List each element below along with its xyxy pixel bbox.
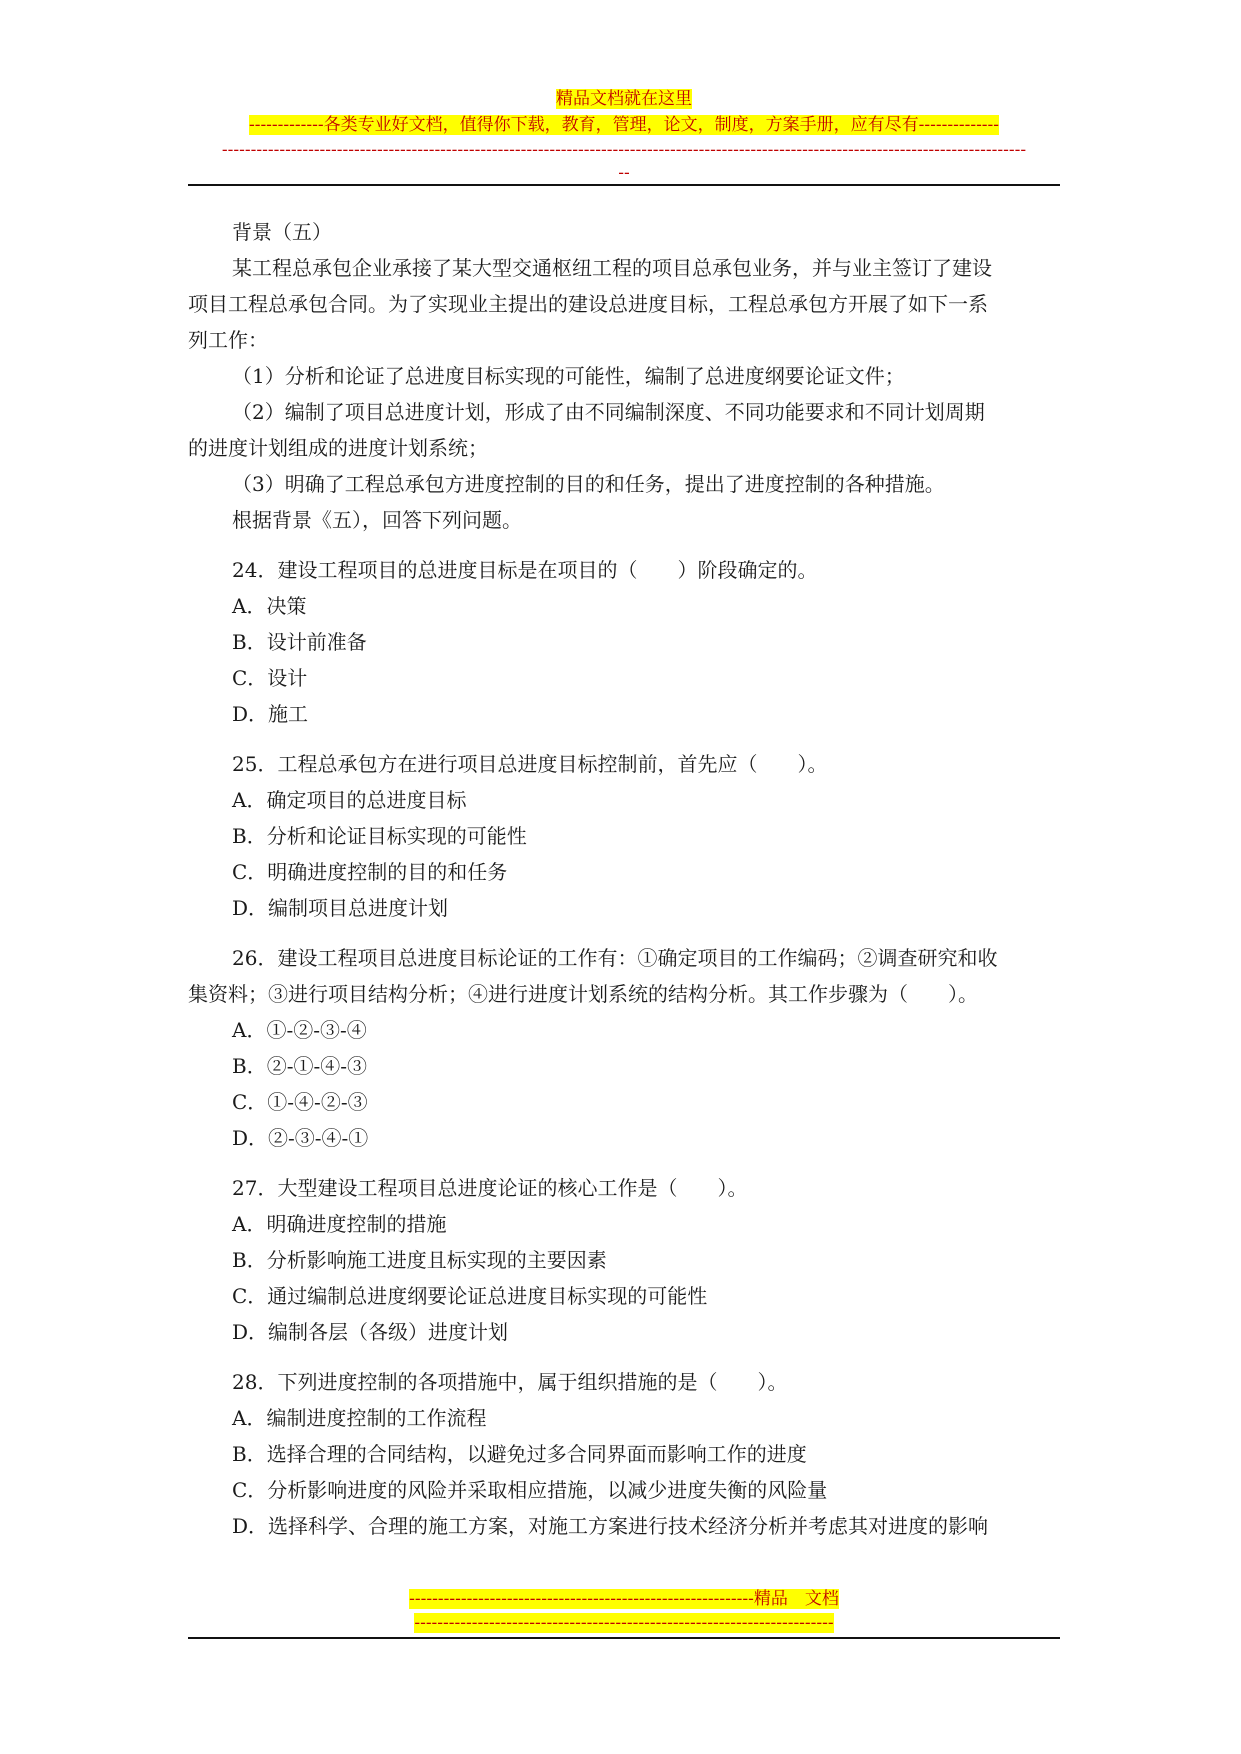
answer-option: A．决策: [232, 594, 307, 618]
background-item-3: （3）明确了工程总承包方进度控制的目的和任务，提出了进度控制的各种措施。: [232, 472, 945, 496]
answer-option: B．设计前准备: [232, 630, 367, 654]
answer-option: B．分析影响施工进度且标实现的主要因素: [232, 1248, 607, 1272]
answer-option: C．通过编制总进度纲要论证总进度目标实现的可能性: [232, 1284, 708, 1308]
question-stem-cont: 集资料；③进行项目结构分析；④进行进度计划系统的结构分析。其工作步骤为（ ）。: [188, 982, 978, 1006]
question-27: [188, 1170, 1060, 1350]
answer-option: A．确定项目的总进度目标: [232, 788, 467, 812]
question-stem: 28．下列进度控制的各项措施中，属于组织措施的是（ ）。: [232, 1370, 788, 1394]
background-heading: 背景（五）: [232, 220, 332, 244]
answer-option: C．明确进度控制的目的和任务: [232, 860, 508, 884]
header-title: 精品文档就在这里: [556, 89, 692, 109]
question-stem: 26．建设工程项目总进度目标论证的工作有：①确定项目的工作编码；②调查研究和收: [232, 946, 998, 970]
question-25: [188, 746, 1060, 926]
answer-option: D．编制各层（各级）进度计划: [232, 1320, 509, 1344]
background-item-2-cont: 的进度计划组成的进度计划系统；: [188, 436, 488, 460]
header-divider: [188, 184, 1060, 186]
question-28: [188, 1364, 1060, 1544]
answer-option: A．①-②-③-④: [232, 1018, 367, 1042]
footer-divider: [188, 1637, 1060, 1639]
answer-option: C．分析影响进度的风险并采取相应措施，以减少进度失衡的风险量: [232, 1478, 828, 1502]
answer-option: B．选择合理的合同结构，以避免过多合同界面而影响工作的进度: [232, 1442, 807, 1466]
background-item-1: （1）分析和论证了总进度目标实现的可能性，编制了总进度纲要论证文件；: [232, 364, 905, 388]
answer-option: D．选择科学、合理的施工方案，对施工方案进行技术经济分析并考虑其对进度的影响: [232, 1514, 989, 1538]
question-stem: 24．建设工程项目的总进度目标是在项目的（ ）阶段确定的。: [232, 558, 818, 582]
question-stem: 25．工程总承包方在进行项目总进度目标控制前，首先应（ ）。: [232, 752, 828, 776]
background-para-line: 某工程总承包企业承接了某大型交通枢纽工程的项目总承包业务，并与业主签订了建设: [232, 256, 992, 280]
footer-line-2: -------------------------------------------------------------------------: [414, 1613, 834, 1633]
background-prompt: 根据背景《五），回答下列问题。: [232, 508, 522, 532]
header-dash-tail: --: [618, 163, 630, 183]
background-para-line: 列工作：: [188, 328, 268, 352]
question-26: [188, 940, 1060, 1156]
answer-option: D．施工: [232, 702, 309, 726]
footer-line-1: ------------------------------------------------------------精品 文档: [409, 1589, 839, 1609]
background-para-line: 项目工程总承包合同。为了实现业主提出的建设总进度目标，工程总承包方开展了如下一系: [188, 292, 988, 316]
document-body: [188, 214, 1060, 1544]
question-stem: 27．大型建设工程项目总进度论证的核心工作是（ ）。: [232, 1176, 748, 1200]
answer-option: C．①-④-②-③: [232, 1090, 368, 1114]
background-item-2: （2）编制了项目总进度计划，形成了由不同编制深度、不同功能要求和不同计划周期: [232, 400, 985, 424]
answer-option: D．②-③-④-①: [232, 1126, 369, 1150]
answer-option: B．分析和论证目标实现的可能性: [232, 824, 527, 848]
answer-option: D．编制项目总进度计划: [232, 896, 449, 920]
answer-option: A．编制进度控制的工作流程: [232, 1406, 487, 1430]
header-slogan: -------------各类专业好文档，值得你下载，教育，管理，论文，制度，方案手册，应有尽有--------------: [248, 115, 1000, 135]
header-dash-line: --------------------------------------------------------------------------------------------------------------------------------------------: [221, 140, 1027, 160]
answer-option: C．设计: [232, 666, 308, 690]
answer-option: A．明确进度控制的措施: [232, 1212, 447, 1236]
answer-option: B．②-①-④-③: [232, 1054, 367, 1078]
question-24: [188, 552, 1060, 732]
